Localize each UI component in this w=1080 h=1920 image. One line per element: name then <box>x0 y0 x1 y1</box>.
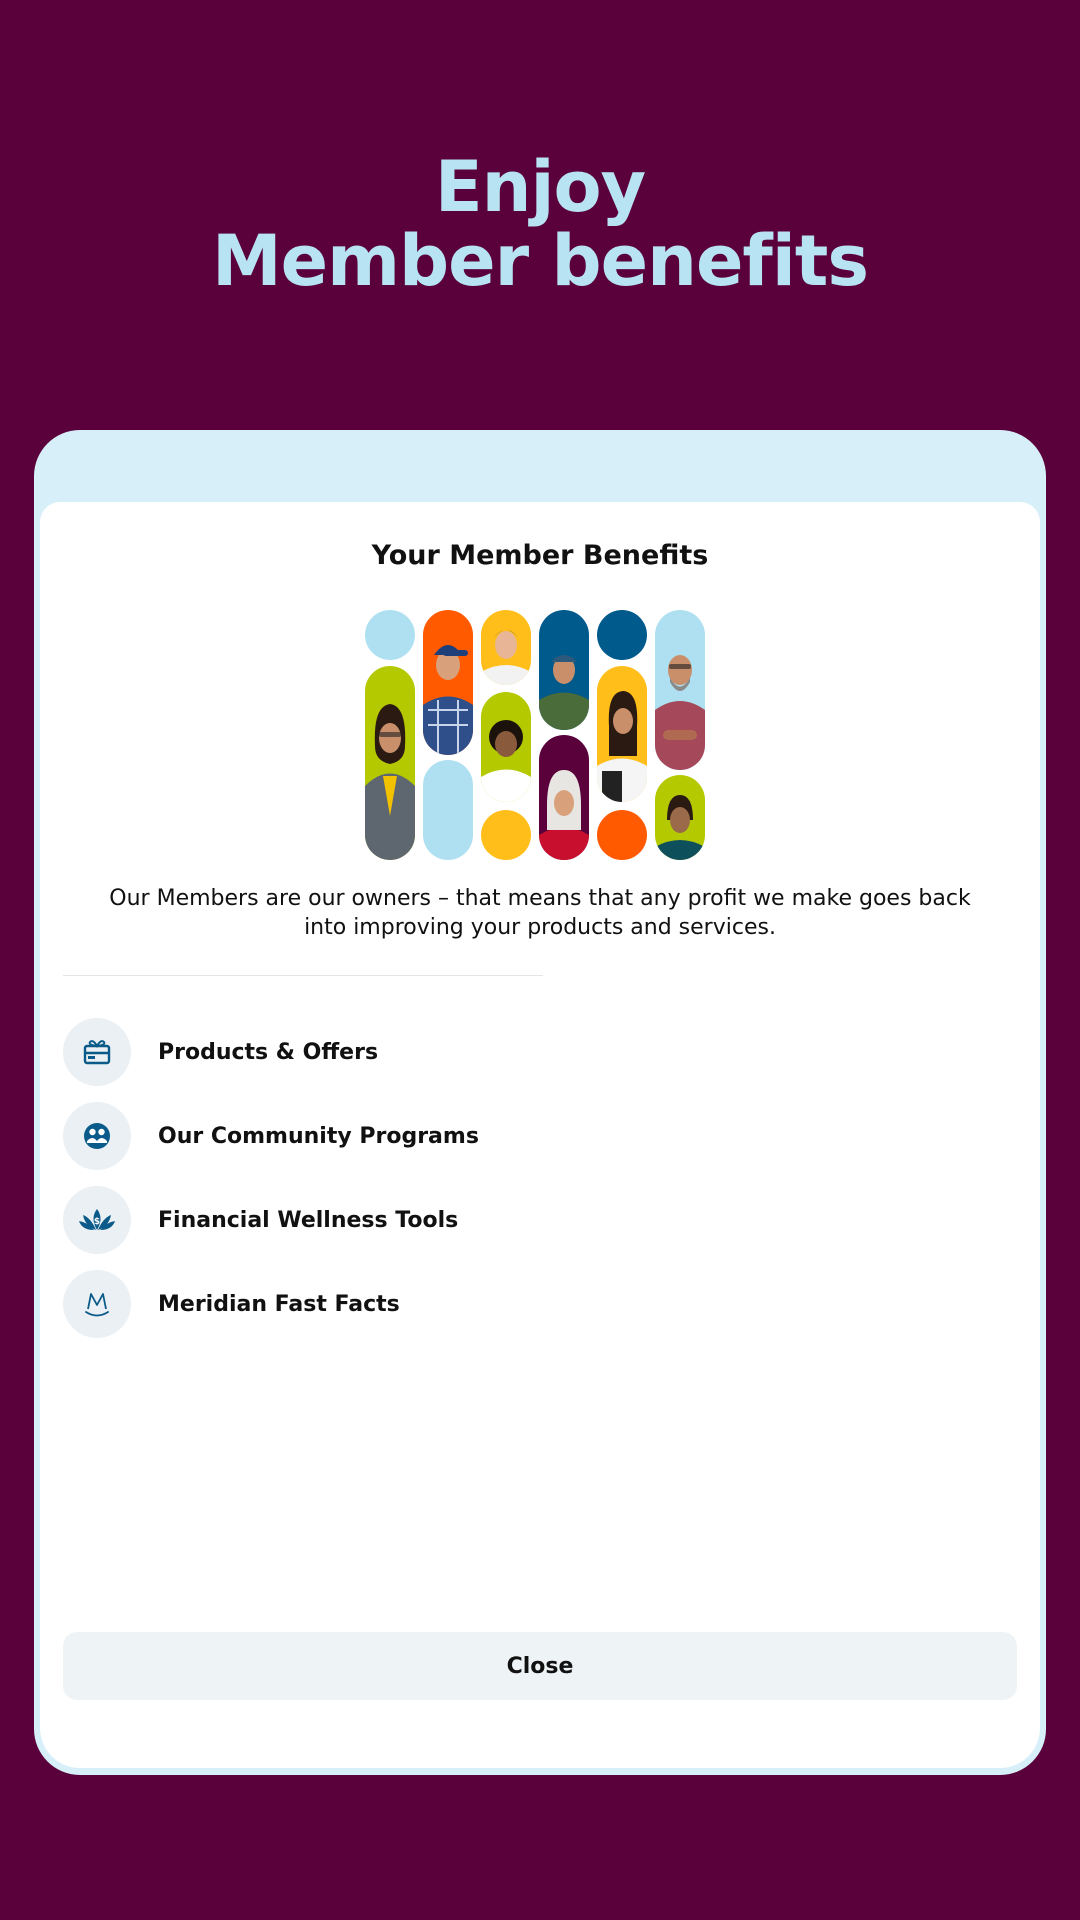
member-photo <box>481 692 531 802</box>
meridian-logo-icon <box>63 1270 131 1338</box>
member-photo <box>539 610 589 730</box>
member-photo <box>655 610 705 770</box>
benefit-label: Products & Offers <box>158 1039 379 1065</box>
member-photo <box>423 610 473 755</box>
member-photo <box>481 610 531 685</box>
benefit-products-offers[interactable] <box>63 1018 763 1086</box>
collage-dot <box>597 810 647 860</box>
hero-title <box>0 146 1080 302</box>
section-divider <box>63 975 543 976</box>
benefit-label: Financial Wellness Tools <box>158 1207 459 1233</box>
lotus-dollar-icon <box>63 1186 131 1254</box>
collage-dot <box>597 610 647 660</box>
community-icon <box>63 1102 131 1170</box>
collage-pill <box>423 760 473 860</box>
hero-title-line2: Member benefits <box>211 220 868 302</box>
member-photos-collage <box>365 610 715 860</box>
collage-dot <box>481 810 531 860</box>
svg-text:$: $ <box>93 1217 101 1227</box>
member-photo <box>539 735 589 860</box>
card-title: Your Member Benefits <box>371 540 709 571</box>
benefit-meridian-fast-facts[interactable] <box>63 1270 763 1338</box>
card-description: Our Members are our owners – that means that any profit we make goes back into improving your products and services. <box>109 886 971 940</box>
collage-dot <box>365 610 415 660</box>
hero-title-line1: Enjoy <box>434 146 646 228</box>
gift-card-icon <box>63 1018 131 1086</box>
member-photo <box>597 666 647 802</box>
close-button[interactable]: Close <box>63 1632 1017 1700</box>
benefit-label: Meridian Fast Facts <box>158 1291 400 1317</box>
benefit-financial-wellness[interactable] <box>63 1186 763 1254</box>
member-photo <box>655 775 705 860</box>
benefit-label: Our Community Programs <box>158 1123 479 1149</box>
member-photo <box>365 666 415 860</box>
benefit-community-programs[interactable] <box>63 1102 763 1170</box>
